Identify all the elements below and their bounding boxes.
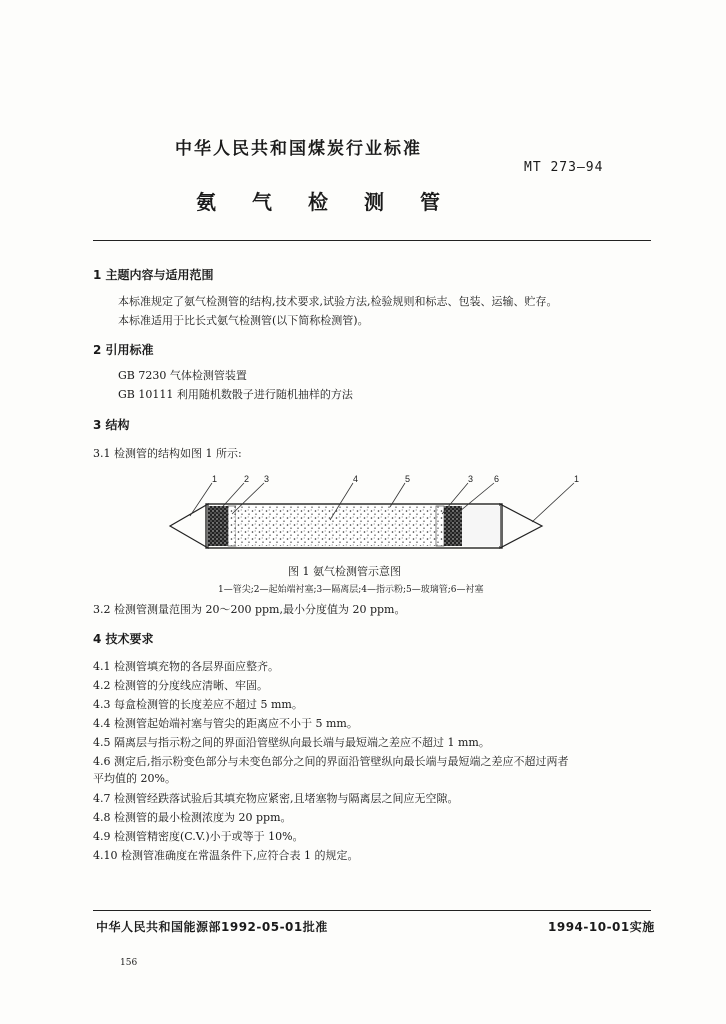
section-2-title: 2 引用标准 bbox=[93, 343, 154, 357]
clause-4-7: 4.7 检测管经跌落试验后其填充物应紧密,且堵塞物与隔离层之间应无空隙。 bbox=[93, 792, 459, 805]
document-title bbox=[196, 186, 476, 215]
fig-label-6: 6 bbox=[494, 474, 500, 484]
reference-1: GB 7230 气体检测管装置 bbox=[118, 369, 247, 382]
isolation-layer-2 bbox=[436, 506, 444, 546]
page-number: 156 bbox=[120, 958, 138, 968]
approval-line: 中华人民共和国能源部1992-05-01批准 bbox=[96, 920, 328, 934]
reference-2: GB 10111 利用随机数骰子进行随机抽样的方法 bbox=[118, 388, 353, 401]
title-char: 测 bbox=[364, 190, 384, 214]
fig-label-1a: 1 bbox=[212, 474, 218, 484]
fig-label-3a: 3 bbox=[264, 474, 270, 484]
clause-4-9: 4.9 检测管精密度(C.V.)小于或等于 10%。 bbox=[93, 830, 304, 843]
clause-4-6-cont: 平均值的 20%。 bbox=[93, 772, 176, 785]
title-char: 气 bbox=[252, 190, 272, 214]
fig-label-5: 5 bbox=[405, 474, 411, 484]
clause-4-2: 4.2 检测管的分度线应清晰、牢固。 bbox=[93, 679, 268, 692]
title-char: 管 bbox=[420, 190, 440, 214]
right-tip bbox=[500, 504, 542, 548]
title-char: 氨 bbox=[196, 190, 216, 214]
implementation-date: 1994-10-01实施 bbox=[548, 920, 655, 934]
figure-legend: 1—管尖;2—起始端衬塞;3—隔离层;4—指示粉;5—玻璃管;6—衬塞 bbox=[218, 585, 484, 595]
clause-4-4: 4.4 检测管起始端衬塞与管尖的距离应不小于 5 mm。 bbox=[93, 717, 358, 730]
leader-1b bbox=[532, 483, 574, 522]
detector-tube-diagram bbox=[160, 474, 580, 564]
footer-rule bbox=[93, 910, 651, 911]
clause-4-5: 4.5 隔离层与指示粉之间的界面沿管壁纵向最长端与最短端之差应不超过 1 mm。 bbox=[93, 736, 490, 749]
indicator-powder bbox=[236, 506, 436, 546]
clause-4-3: 4.3 每盒检测管的长度差应不超过 5 mm。 bbox=[93, 698, 303, 711]
fig-label-4: 4 bbox=[353, 474, 359, 484]
fig-label-3b: 3 bbox=[468, 474, 474, 484]
clause-4-1: 4.1 检测管填充物的各层界面应整齐。 bbox=[93, 660, 279, 673]
fig-label-2: 2 bbox=[244, 474, 250, 484]
header-rule bbox=[93, 240, 651, 241]
standard-org-title: 中华人民共和国煤炭行业标准 bbox=[175, 139, 422, 159]
clause-4-6: 4.6 测定后,指示粉变色部分与未变色部分之间的界面沿管壁纵向最长端与最短端之差应不超过两者 bbox=[93, 755, 569, 768]
clause-3-1: 3.1 检测管的结构如图 1 所示: bbox=[93, 447, 242, 460]
section-3-title: 3 结构 bbox=[93, 418, 130, 432]
fig-label-1b: 1 bbox=[574, 474, 580, 484]
section-4-title: 4 技术要求 bbox=[93, 632, 154, 646]
clause-4-10: 4.10 检测管准确度在常温条件下,应符合表 1 的规定。 bbox=[93, 849, 359, 862]
clause-4-8: 4.8 检测管的最小检测浓度为 20 ppm。 bbox=[93, 811, 292, 824]
clause-3-2: 3.2 检测管测量范围为 20～200 ppm,最小分度值为 20 ppm。 bbox=[93, 603, 406, 616]
section-1-title: 1 主题内容与适用范围 bbox=[93, 268, 214, 282]
section-1-para-1: 本标准规定了氨气检测管的结构,技术要求,试验方法,检验规则和标志、包装、运输、贮存。 bbox=[118, 295, 558, 308]
section-1-para-2: 本标准适用于比长式氨气检测管(以下简称检测管)。 bbox=[118, 314, 369, 327]
left-tip bbox=[170, 504, 208, 548]
isolation-layer-1 bbox=[228, 506, 236, 546]
figure-caption: 图 1 氨气检测管示意图 bbox=[288, 565, 401, 578]
standard-code: MT 273—94 bbox=[524, 160, 604, 175]
title-char: 检 bbox=[308, 190, 328, 214]
